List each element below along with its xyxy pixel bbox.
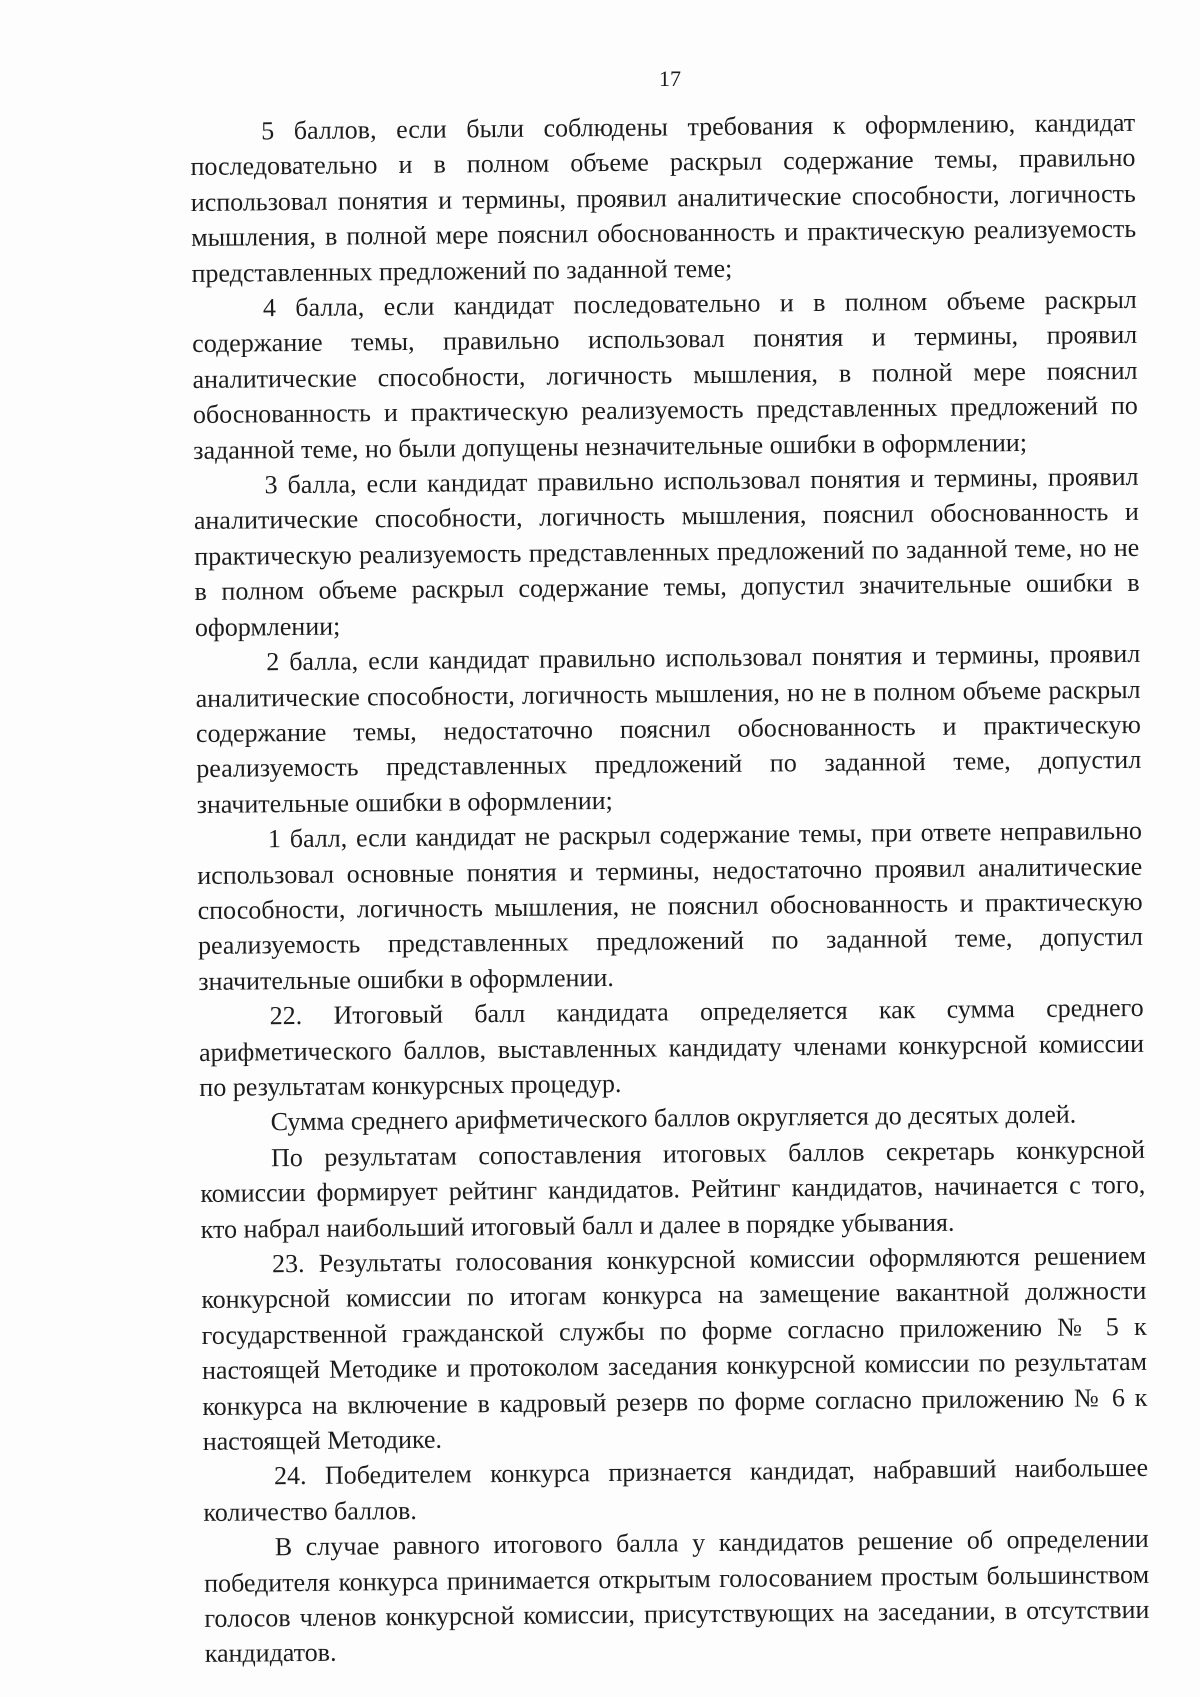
- paragraph-clause-23: 23. Результаты голосования конкурсной комиссии оформляются решением конкурсной комиссии по итогам конкурса на замещение вакантной должности государственной гражданской службы по форме согласно приложению № 5 к настоящей Методике и протоколом заседания конкурсной комиссии по результатам конкурса на включение в кадровый резерв по форме согласно приложению № 6 к настоящей Методике.: [201, 1240, 1148, 1456]
- paragraph-score-2: 2 балла, если кандидат правильно использовал понятия и термины, проявил аналитические способности, логичность мышления, но не в полном объеме раскрыл содержание темы, недостаточно пояснил обоснованность и практическую реализуемость представленных предложений по заданной теме, допустил значительные ошибки в оформлении;: [195, 638, 1142, 819]
- paragraph-score-4: 4 балла, если кандидат последовательно и в полном объеме раскрыл содержание темы, правильно использовал понятия и термины, проявил аналитические способности, логичность мышления, в полной мере пояснил обоснованность и практическую реализуемость представленных предложений по заданной теме, но были допущены незначительные ошибки в оформлении;: [192, 284, 1138, 465]
- paragraph-score-5: 5 баллов, если были соблюдены требования к оформлению, кандидат последовательно и в полном объеме раскрыл содержание темы, правильно использовал понятия и термины, проявил аналитические способности, логичность мышления, в полной мере пояснил обоснованность и практическую реализуемость представленных предложений по заданной теме;: [190, 107, 1137, 288]
- paragraph-clause-24: 24. Победителем конкурса признается кандидат, набравший наибольшее количество баллов.: [203, 1453, 1149, 1527]
- paragraph-rating: По результатам сопоставления итоговых баллов секретарь конкурсной комиссии формирует рейтинг кандидатов. Рейтинг кандидатов, начинается с того, кто набрал наибольший итоговый балл и далее в порядке убывания.: [200, 1134, 1146, 1244]
- paragraph-clause-22: 22. Итоговый балл кандидата определяется как сумма среднего арифметического баллов, выставленных кандидату членами конкурсной комиссии по результатам конкурсных процедур.: [198, 993, 1145, 1102]
- paragraph-score-3: 3 балла, если кандидат правильно использовал понятия и термины, проявил аналитические способности, логичность мышления, пояснил обоснованность и практическую реализуемость представленных предложений по заданной теме, но не в полном объеме раскрыл содержание темы, допустил значительные ошибки в оформлении;: [193, 461, 1140, 642]
- page-number: 17: [659, 66, 681, 91]
- document-body: [190, 105, 1150, 1672]
- paragraph-tie-break: В случае равного итогового балла у кандидатов решение об определении победителя конкурса принимается открытым голосованием простым большинством голосов членов конкурсной комиссии, присутствующих на заседании, в отсутствии кандидатов.: [203, 1524, 1150, 1669]
- paragraph-score-1: 1 балл, если кандидат не раскрыл содержание темы, при ответе неправильно использовал основные понятия и термины, недостаточно проявил аналитические способности, логичность мышления, не пояснил обоснованность и практическую реализуемость представленных предложений по заданной теме, допустил значительные ошибки в оформлении.: [197, 816, 1144, 996]
- paragraph-rounding: Сумма среднего арифметического баллов округляется до десятых долей.: [270, 1099, 1077, 1137]
